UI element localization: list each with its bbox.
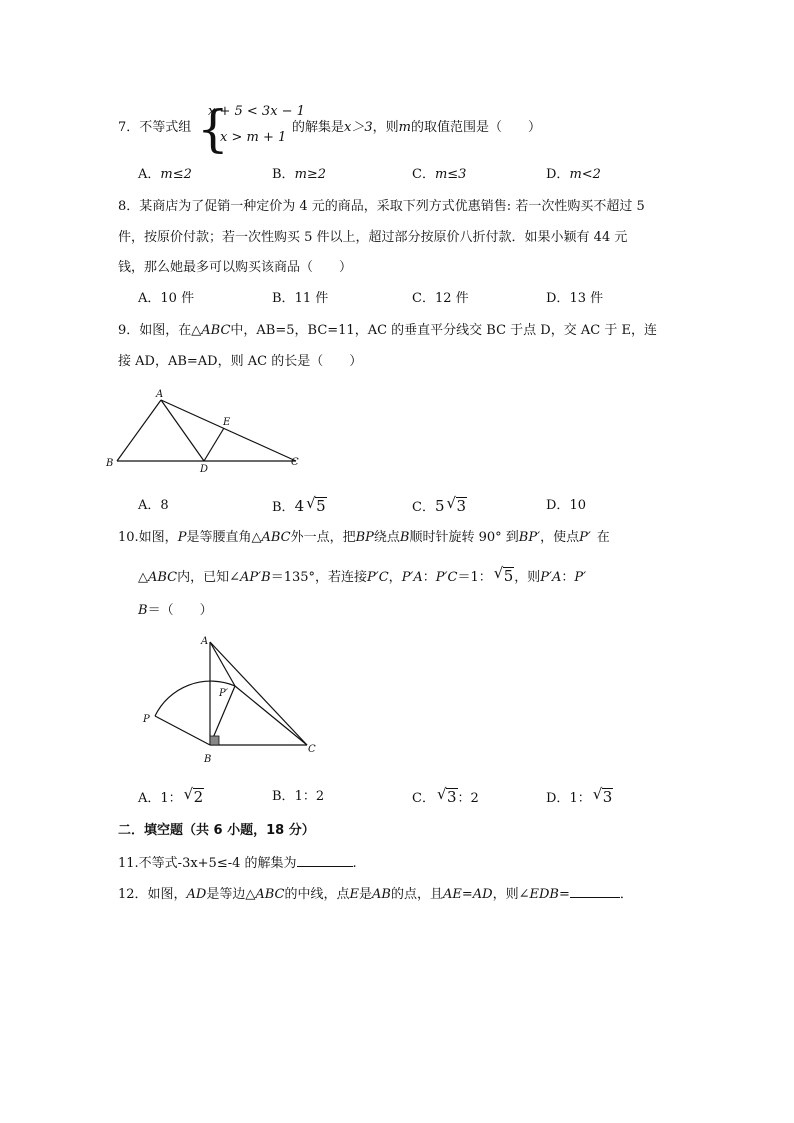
q10-option-c[interactable]: C． √ 3：2 [412, 785, 479, 806]
q7-option-b[interactable]: B．m≥2 [272, 167, 327, 182]
q12-line: 12．如图，AD是等边△ABC的中线，点E是AB的点，且AE=AD，则∠EDB= ． [118, 887, 633, 902]
label-c: C [308, 744, 316, 755]
label-e: E [223, 417, 231, 428]
q8-option-b[interactable]: B．11 件 [272, 291, 329, 306]
q10-line3: B＝（ ） [138, 603, 213, 618]
label-b: B [204, 754, 212, 765]
q7-option-a[interactable]: A．m≤2 [138, 167, 192, 182]
q12-answer-blank[interactable] [570, 885, 620, 898]
label-c: C [291, 457, 299, 468]
q8-line3: 钱，那么她最多可以购买该商品（ ） [118, 260, 353, 275]
label-a: A [201, 636, 209, 647]
q7-system-row1: x + 5 < 3x − 1 [208, 104, 305, 119]
q10-option-a[interactable]: A．1： √ 2 [138, 785, 204, 806]
q9-triangle-figure [100, 385, 310, 475]
right-angle-mark [210, 736, 219, 745]
q9-line1: 9．如图，在△ABC中，AB=5，BC=11，AC 的垂直平分线交 BC 于点 D，交 AC 于 E，连 [118, 323, 657, 338]
segment-bp [155, 716, 210, 745]
q11-line: 11.不等式-3x+5≤-4 的解集为 . [118, 856, 357, 871]
label-p: P [143, 714, 150, 725]
label-pp: P′ [219, 688, 228, 699]
q10-option-b[interactable]: B．1：2 [272, 789, 325, 804]
q11-answer-blank[interactable] [297, 854, 353, 867]
q9-option-d[interactable]: D．10 [546, 498, 586, 513]
segment-de [204, 428, 224, 461]
q7-option-c[interactable]: C．m≤3 [412, 167, 467, 182]
q10-rotation-figure [135, 630, 330, 770]
q10-line1: 10.如图，P是等腰直角△ABC外一点，把BP绕点B顺时针旋转 90° 到BP′，使点P′ 在 [118, 530, 610, 545]
q8-line2: 件，按原价付款；若一次性购买 5 件以上，超过部分按原价八折付款．如果小颖有 44 元 [118, 230, 628, 245]
q7-number: 7．不等式组 [118, 120, 192, 135]
label-d: D [200, 464, 209, 475]
label-b: B [106, 458, 114, 469]
q10-option-d[interactable]: D．1： √ 3 [546, 785, 613, 806]
q7-line [118, 119, 191, 137]
q7-line-rest: 的解集是x＞3，则m的取值范围是（ ） [292, 120, 541, 135]
q9-option-c[interactable]: C．5 √ 3 [412, 494, 467, 515]
label-a: A [156, 389, 164, 400]
q8-option-a[interactable]: A．10 件 [138, 291, 195, 306]
segment-ab [117, 400, 161, 461]
q8-option-d[interactable]: D．13 件 [546, 291, 604, 306]
q7-system-row2: x > m + 1 [220, 130, 287, 145]
q9-option-b[interactable]: B．4 √ 5 [272, 494, 326, 515]
q10-line2: △ABC内，已知∠AP′B＝135°，若连接P′C，P′A：P′C＝1： √ 5，则P′A：P′ [138, 564, 587, 585]
q8-option-c[interactable]: C．12 件 [412, 291, 469, 306]
q9-option-a[interactable]: A．8 [138, 498, 169, 513]
section-heading: 二．填空题（共 6 小题，18 分） [118, 823, 315, 838]
q8-line1: 8．某商店为了促销一种定价为 4 元的商品，采取下列方式优惠销售: 若一次性购买不超过 5 [118, 199, 645, 214]
system-brace: { [197, 100, 229, 158]
segment-ppc [235, 686, 307, 745]
segment-ac [161, 400, 296, 461]
q9-line2: 接 AD，AB=AD，则 AC 的长是（ ） [118, 354, 363, 369]
q7-option-d[interactable]: D．m<2 [546, 167, 601, 182]
